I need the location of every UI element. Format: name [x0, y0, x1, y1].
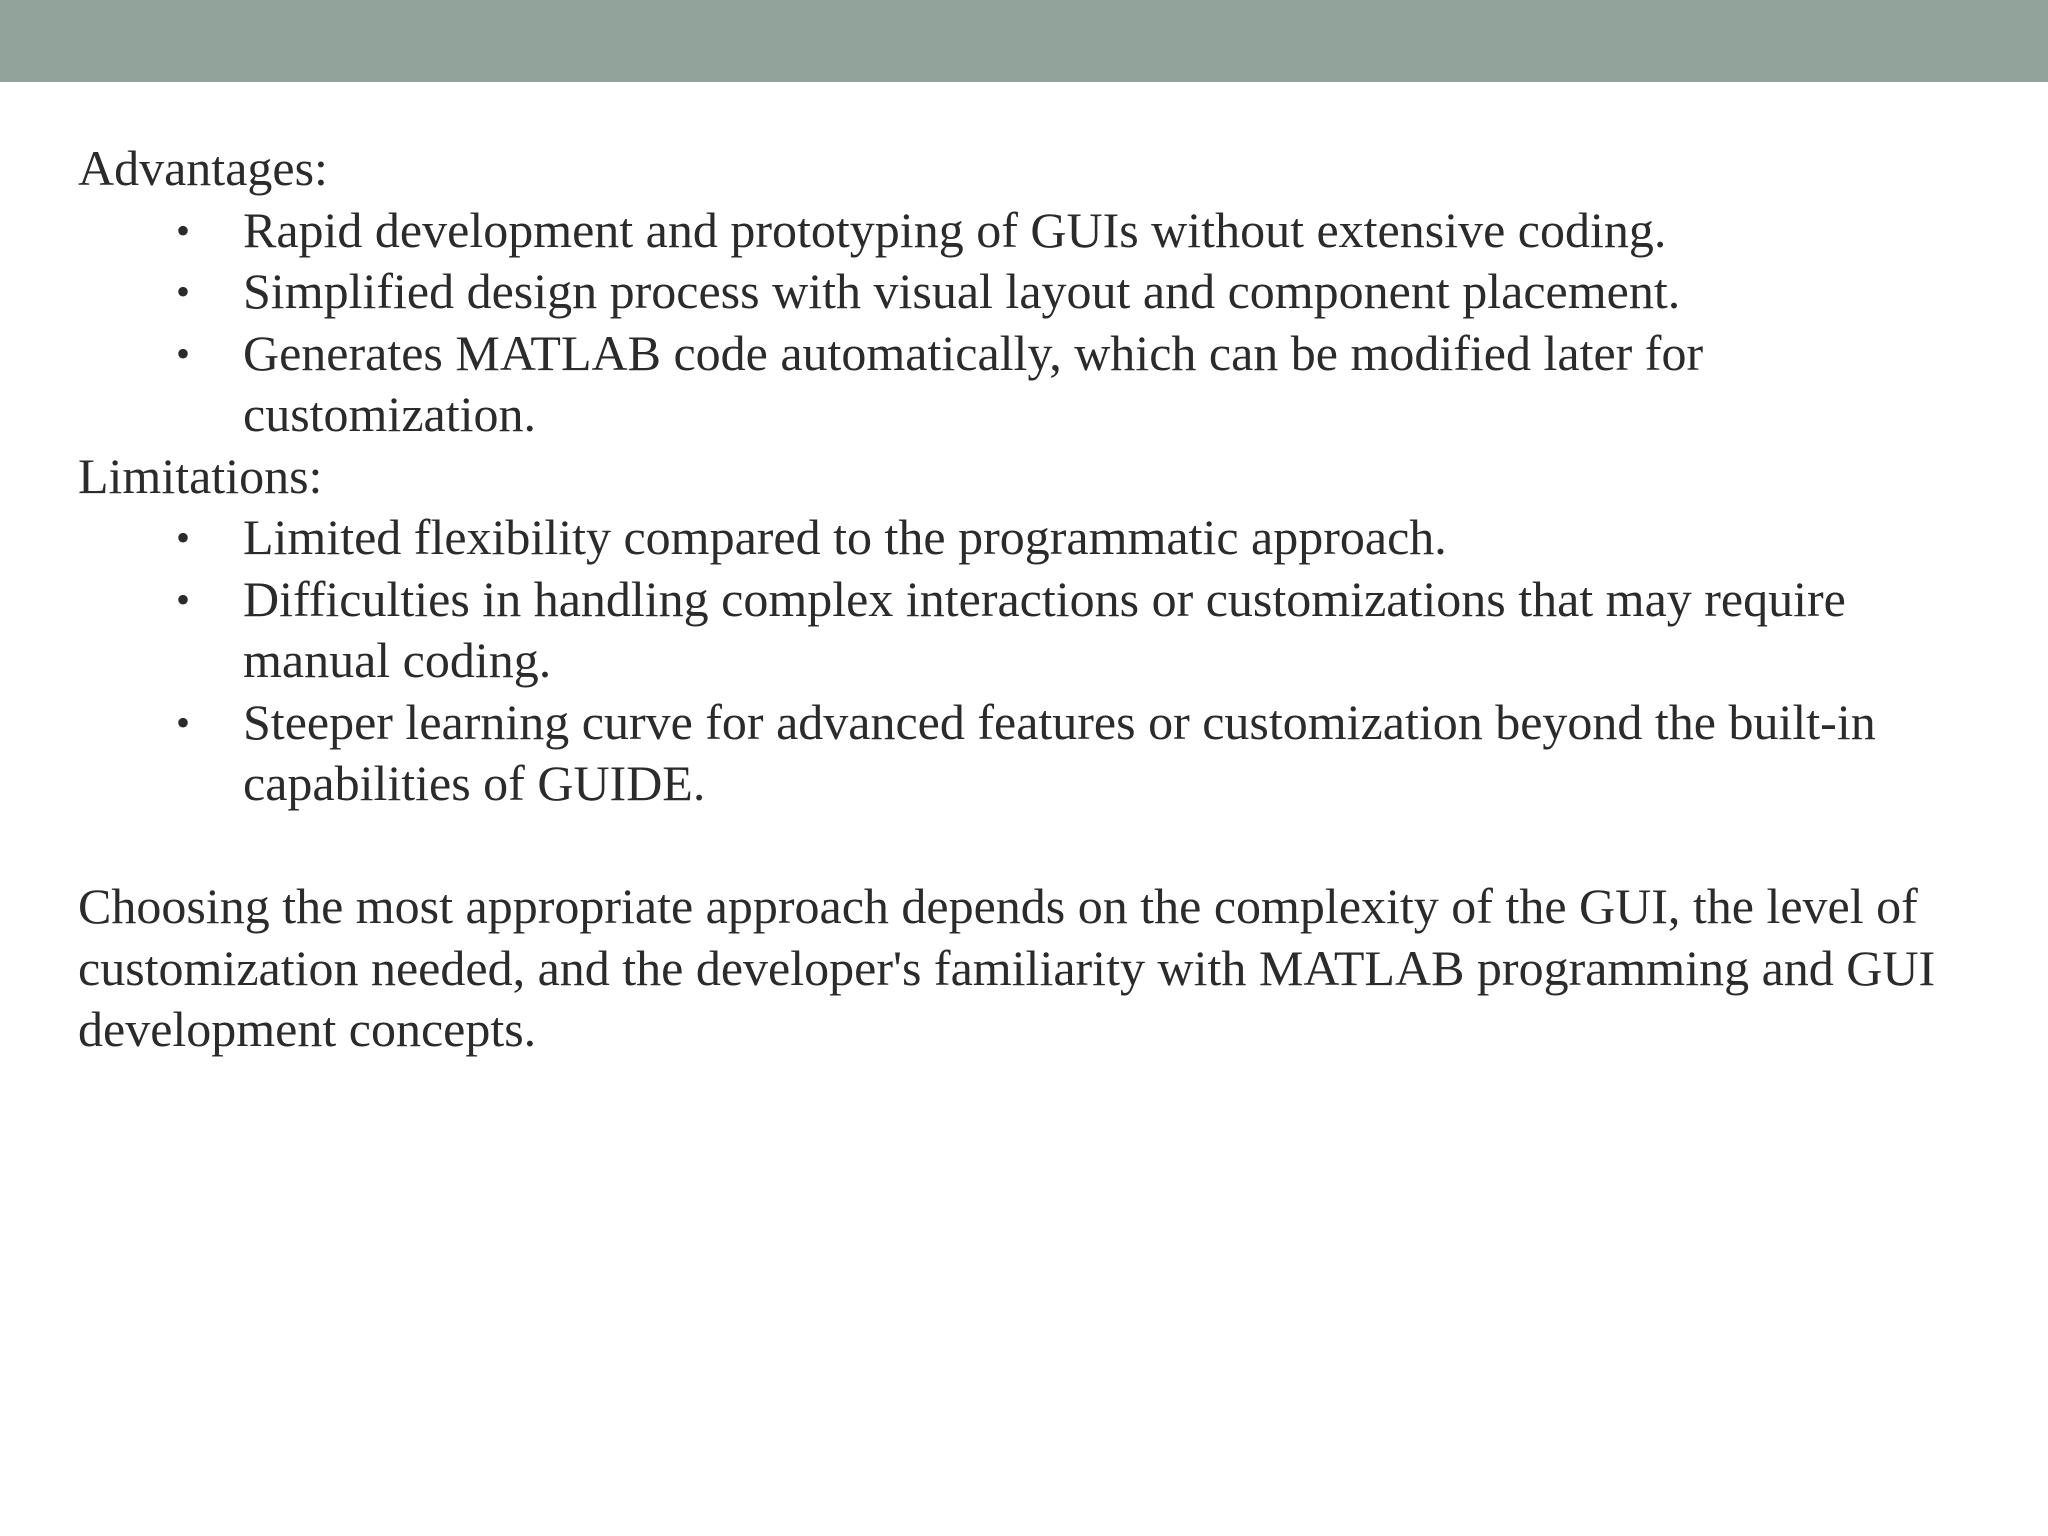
limitations-heading: Limitations: [78, 447, 323, 504]
list-item-text: Generates MATLAB code automatically, which can be modified later for customization. [243, 324, 1704, 442]
bullet-icon: • [176, 207, 191, 253]
advantages-heading: Advantages: [78, 140, 328, 196]
limitations-list [78, 507, 1998, 815]
paragraph-gap [78, 815, 1998, 877]
list-item-text: Difficulties in handling complex interactions or customizations that may require manual coding. [243, 570, 1846, 688]
bullet-icon: • [176, 576, 191, 622]
list-item-text: Limited flexibility compared to the programmatic approach. [243, 509, 1447, 565]
list-item [176, 692, 1943, 815]
bullet-icon: • [176, 330, 191, 376]
list-item-text: Steeper learning curve for advanced features or customization beyond the built-in capabilities of GUIDE. [243, 693, 1876, 811]
header-band [0, 0, 2048, 82]
list-item [176, 323, 1763, 446]
advantages-list [78, 200, 1998, 446]
bullet-icon: • [176, 699, 191, 745]
list-item-text: Rapid development and prototyping of GUIs without extensive coding. [243, 201, 1667, 258]
list-item [176, 507, 1998, 569]
bullet-icon: • [176, 269, 191, 314]
bullet-icon: • [176, 515, 191, 560]
list-item-text: Simplified design process with visual layout and component placement. [243, 263, 1681, 319]
closing-paragraph: Choosing the most appropriate approach depends on the complexity of the GUI, the level of customization needed, and the developer's familiarity with MATLAB programming and GUI development concepts. [78, 878, 1936, 1057]
list-item [176, 569, 1963, 692]
slide-body [78, 138, 1998, 1061]
list-item [176, 200, 1998, 262]
list-item [176, 261, 1998, 323]
